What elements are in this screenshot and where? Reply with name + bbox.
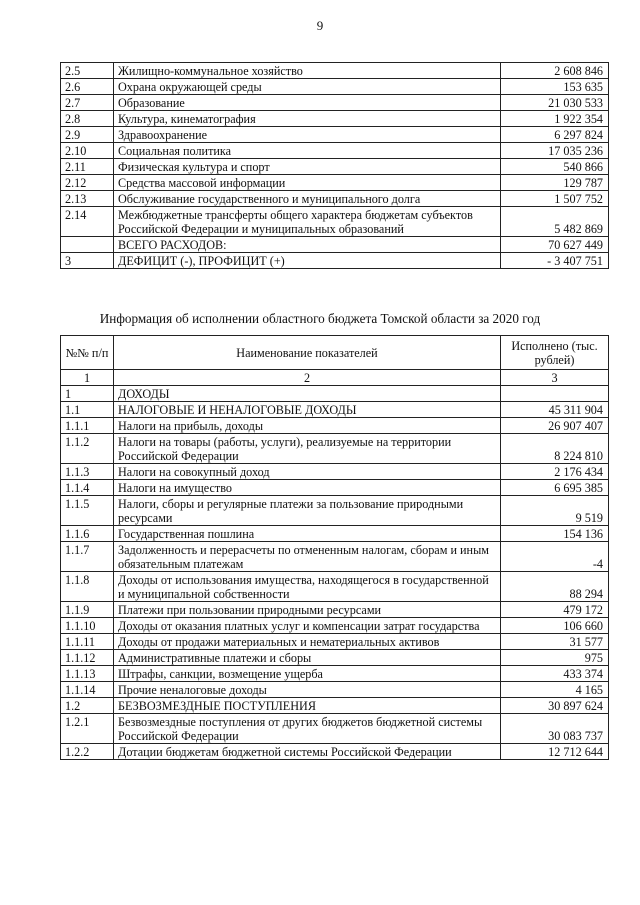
row-number: 1.1.10 [61, 618, 114, 634]
row-name: Платежи при пользовании природными ресурсами [114, 602, 501, 618]
table-row [61, 602, 609, 618]
table-row [61, 253, 609, 269]
row-name: ВСЕГО РАСХОДОВ: [114, 237, 501, 253]
column-number-row [61, 370, 609, 386]
row-value: 1 922 354 [501, 111, 609, 127]
row-number: 2.13 [61, 191, 114, 207]
table-row [61, 464, 609, 480]
row-name: Административные платежи и сборы [114, 650, 501, 666]
row-value: 70 627 449 [501, 237, 609, 253]
row-name: Культура, кинематография [114, 111, 501, 127]
page-number: 9 [316, 18, 324, 33]
row-value: 6 695 385 [501, 480, 609, 496]
row-value: 6 297 824 [501, 127, 609, 143]
table-row [61, 175, 609, 191]
table-row [61, 634, 609, 650]
table-row [61, 526, 609, 542]
row-value: 479 172 [501, 602, 609, 618]
row-number: 1.2.2 [61, 744, 114, 760]
row-name: Межбюджетные трансферты общего характера бюджетам субъектов Российской Федерации и муниципальных образований [114, 207, 501, 237]
table-row [61, 698, 609, 714]
row-number: 1 [61, 386, 114, 402]
row-value: 9 519 [501, 496, 609, 526]
row-name: ДОХОДЫ [114, 386, 501, 402]
row-number: 1.1.3 [61, 464, 114, 480]
table-row [61, 79, 609, 95]
table-row [61, 496, 609, 526]
row-number: 2.9 [61, 127, 114, 143]
row-name: Дотации бюджетам бюджетной системы Российской Федерации [114, 744, 501, 760]
row-number [61, 237, 114, 253]
row-name: ДЕФИЦИТ (-), ПРОФИЦИТ (+) [114, 253, 501, 269]
row-name: Охрана окружающей среды [114, 79, 501, 95]
table-row [61, 237, 609, 253]
header-num: №№ п/п [61, 336, 114, 370]
row-value: -4 [501, 542, 609, 572]
row-value: - 3 407 751 [501, 253, 609, 269]
row-value: 17 035 236 [501, 143, 609, 159]
row-value: 5 482 869 [501, 207, 609, 237]
row-value: 31 577 [501, 634, 609, 650]
row-number: 1.1.7 [61, 542, 114, 572]
table-header-row [61, 336, 609, 370]
row-number: 3 [61, 253, 114, 269]
row-number: 1.1.1 [61, 418, 114, 434]
table-row [61, 682, 609, 698]
table-row [61, 434, 609, 464]
col-number-1: 1 [61, 370, 114, 386]
row-name: Доходы от продажи материальных и нематериальных активов [114, 634, 501, 650]
row-value [501, 386, 609, 402]
row-name: Социальная политика [114, 143, 501, 159]
row-value: 30 897 624 [501, 698, 609, 714]
row-number: 1.1.9 [61, 602, 114, 618]
table-row [61, 650, 609, 666]
table-row [61, 480, 609, 496]
row-value: 129 787 [501, 175, 609, 191]
header-name: Наименование показателей [114, 336, 501, 370]
row-value: 8 224 810 [501, 434, 609, 464]
row-number: 1.1.14 [61, 682, 114, 698]
table-row [61, 63, 609, 79]
table-row [61, 386, 609, 402]
row-number: 2.14 [61, 207, 114, 237]
row-number: 2.12 [61, 175, 114, 191]
table-row [61, 111, 609, 127]
row-name: Государственная пошлина [114, 526, 501, 542]
row-name: Обслуживание государственного и муниципального долга [114, 191, 501, 207]
row-name: НАЛОГОВЫЕ И НЕНАЛОГОВЫЕ ДОХОДЫ [114, 402, 501, 418]
section-title: Информация об исполнении областного бюджета Томской области за 2020 год [99, 311, 541, 326]
row-number: 1.1.6 [61, 526, 114, 542]
table-row [61, 542, 609, 572]
row-name: Прочие неналоговые доходы [114, 682, 501, 698]
row-value: 21 030 533 [501, 95, 609, 111]
table-row [61, 618, 609, 634]
row-number: 1.1.5 [61, 496, 114, 526]
row-value: 30 083 737 [501, 714, 609, 744]
row-value: 1 507 752 [501, 191, 609, 207]
row-name: Налоги на имущество [114, 480, 501, 496]
row-name: Налоги на совокупный доход [114, 464, 501, 480]
row-name: Здравоохранение [114, 127, 501, 143]
table-row [61, 127, 609, 143]
row-name: Образование [114, 95, 501, 111]
row-value: 26 907 407 [501, 418, 609, 434]
row-number: 2.5 [61, 63, 114, 79]
header-value: Исполнено (тыс. рублей) [501, 336, 609, 370]
row-number: 2.10 [61, 143, 114, 159]
row-value: 975 [501, 650, 609, 666]
row-name: БЕЗВОЗМЕЗДНЫЕ ПОСТУПЛЕНИЯ [114, 698, 501, 714]
row-name: Налоги на прибыль, доходы [114, 418, 501, 434]
row-value: 2 608 846 [501, 63, 609, 79]
table-row [61, 572, 609, 602]
row-value: 153 635 [501, 79, 609, 95]
row-value: 12 712 644 [501, 744, 609, 760]
row-value: 45 311 904 [501, 402, 609, 418]
row-number: 1.1 [61, 402, 114, 418]
row-number: 2.8 [61, 111, 114, 127]
row-name: Доходы от использования имущества, находящегося в государственной и муниципальной собственности [114, 572, 501, 602]
row-number: 1.2 [61, 698, 114, 714]
row-number: 1.1.12 [61, 650, 114, 666]
expenses-table [60, 62, 609, 269]
row-value: 106 660 [501, 618, 609, 634]
table-row [61, 95, 609, 111]
income-table [60, 335, 609, 760]
table-row [61, 159, 609, 175]
table-row [61, 714, 609, 744]
table-row [61, 744, 609, 760]
table-row [61, 402, 609, 418]
row-number: 2.11 [61, 159, 114, 175]
row-value: 2 176 434 [501, 464, 609, 480]
row-number: 1.1.11 [61, 634, 114, 650]
row-number: 1.1.13 [61, 666, 114, 682]
row-name: Физическая культура и спорт [114, 159, 501, 175]
row-name: Доходы от оказания платных услуг и компенсации затрат государства [114, 618, 501, 634]
col-number-2: 2 [114, 370, 501, 386]
col-number-3: 3 [501, 370, 609, 386]
row-value: 4 165 [501, 682, 609, 698]
row-value: 88 294 [501, 572, 609, 602]
table-row [61, 207, 609, 237]
row-name: Налоги на товары (работы, услуги), реализуемые на территории Российской Федерации [114, 434, 501, 464]
row-number: 1.1.4 [61, 480, 114, 496]
row-name: Жилищно-коммунальное хозяйство [114, 63, 501, 79]
row-number: 2.7 [61, 95, 114, 111]
row-value: 433 374 [501, 666, 609, 682]
row-value: 154 136 [501, 526, 609, 542]
row-name: Задолженность и перерасчеты по отмененным налогам, сборам и иным обязательным платежам [114, 542, 501, 572]
table-row [61, 666, 609, 682]
row-name: Штрафы, санкции, возмещение ущерба [114, 666, 501, 682]
row-name: Налоги, сборы и регулярные платежи за пользование природными ресурсами [114, 496, 501, 526]
row-number: 1.2.1 [61, 714, 114, 744]
table-row [61, 143, 609, 159]
row-name: Средства массовой информации [114, 175, 501, 191]
table-row [61, 418, 609, 434]
row-number: 1.1.8 [61, 572, 114, 602]
row-value: 540 866 [501, 159, 609, 175]
row-name: Безвозмездные поступления от других бюджетов бюджетной системы Российской Федерации [114, 714, 501, 744]
table-row [61, 191, 609, 207]
row-number: 1.1.2 [61, 434, 114, 464]
row-number: 2.6 [61, 79, 114, 95]
